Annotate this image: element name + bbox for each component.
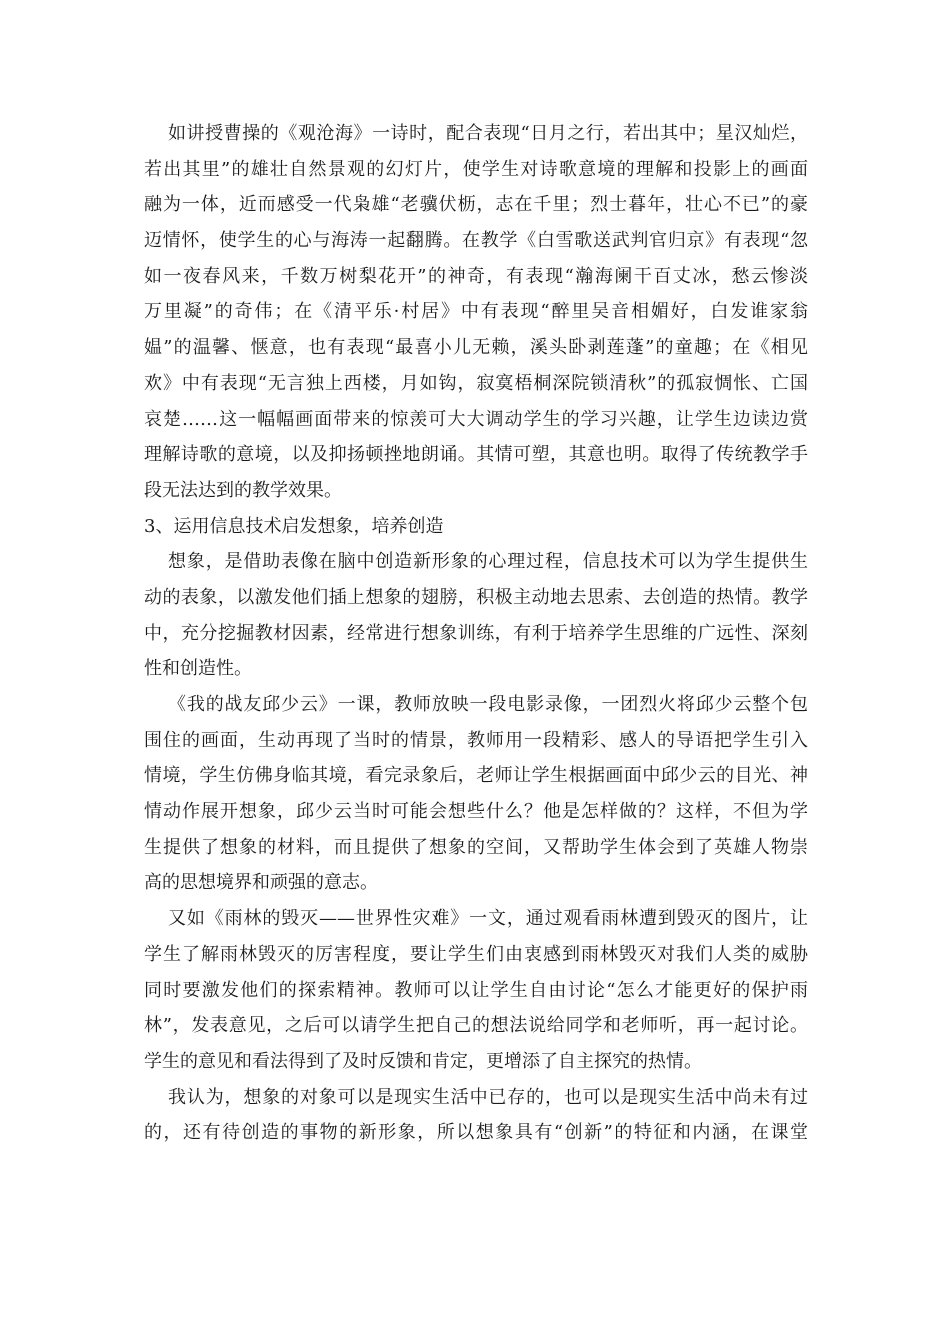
text-line: 《我的战友邱少云》一课，教师放映一段电影录像，一团烈火将邱少云整个包 [168,694,808,715]
text-line: 理解诗歌的意境，以及抑扬顿挫地朗诵。其情可塑，其意也明。取得了传统教学手 [144,444,808,466]
section-heading: 3、运用信息技术启发想象，培养创造 [144,515,444,537]
text-line: 万里凝”的奇伟；在《清平乐·村居》中有表现“醉里吴音相媚好，白发谁家翁 [144,301,808,323]
text-line: 我认为，想象的对象可以是现实生活中已存的，也可以是现实生活中尚未有过 [168,1086,808,1108]
text-line: 哀楚……这一幅幅画面带来的惊羡可大大调动学生的学习兴趣，让学生边读边赏 [144,408,808,430]
text-line: 融为一体，近而感受一代枭雄“老骥伏枥，志在千里；烈士暮年，壮心不已”的豪 [144,194,808,216]
text-line: 又如《雨林的毁灭——世界性灾难》一文，通过观看雨林遭到毁灭的图片，让 [168,908,808,930]
text-line: 性和创造性。 [144,658,252,680]
document-body [144,116,808,1151]
text-line: 学生了解雨林毁灭的厉害程度，要让学生们由衷感到雨林毁灭对我们人类的威胁 [144,943,808,965]
text-line: 情境，学生仿佛身临其境，看完录象后，老师让学生根据画面中邱少云的目光、神 [144,765,808,787]
text-line: 情动作展开想象，邱少云当时可能会想些什么？他是怎样做的？这样，不但为学 [144,801,808,823]
text-line: 的，还有待创造的事物的新形象，所以想象具有“创新”的特征和内涵，在课堂 [144,1122,808,1144]
text-line: 欢》中有表现“无言独上西楼，月如钩，寂寞梧桐深院锁清秋”的孤寂惆怅、亡国 [144,372,808,394]
text-line: 若出其里”的雄壮自然景观的幻灯片，使学生对诗歌意境的理解和投影上的画面 [144,158,808,180]
text-line: 段无法达到的教学效果。 [144,479,342,501]
text-line: 媪”的温馨、惬意，也有表现“最喜小儿无赖，溪头卧剥莲蓬”的童趣；在《相见 [144,337,808,359]
text-line: 迈情怀，使学生的心与海涛一起翻腾。在教学《白雪歌送武判官归京》有表现“忽 [144,230,808,252]
text-line: 生提供了想象的材料，而且提供了想象的空间，又帮助学生体会到了英雄人物崇 [144,836,808,858]
text-line: 高的思想境界和顽强的意志。 [144,872,378,894]
text-line: 如讲授曹操的《观沧海》一诗时，配合表现“日月之行，若出其中；星汉灿烂， [168,123,808,144]
text-line: 中，充分挖掘教材因素，经常进行想象训练，有利于培养学生思维的广远性、深刻 [144,622,808,644]
text-line: 学生的意见和看法得到了及时反馈和肯定，更增添了自主探究的热情。 [144,1050,702,1072]
text-line: 林”，发表意见，之后可以请学生把自己的想法说给同学和老师听，再一起讨论。 [144,1015,808,1037]
text-line: 动的表象，以激发他们插上想象的翅膀，积极主动地去思索、去创造的热情。教学 [144,586,808,608]
text-line: 围住的画面，生动再现了当时的情景，教师用一段精彩、感人的导语把学生引入 [144,729,808,751]
text-line: 想象，是借助表像在脑中创造新形象的心理过程，信息技术可以为学生提供生 [168,551,808,573]
text-line: 如一夜春风来，千数万树梨花开”的神奇，有表现“瀚海阑干百丈冰，愁云惨淡 [144,265,808,287]
text-line: 同时要激发他们的探索精神。教师可以让学生自由讨论“怎么才能更好的保护雨 [144,979,808,1001]
